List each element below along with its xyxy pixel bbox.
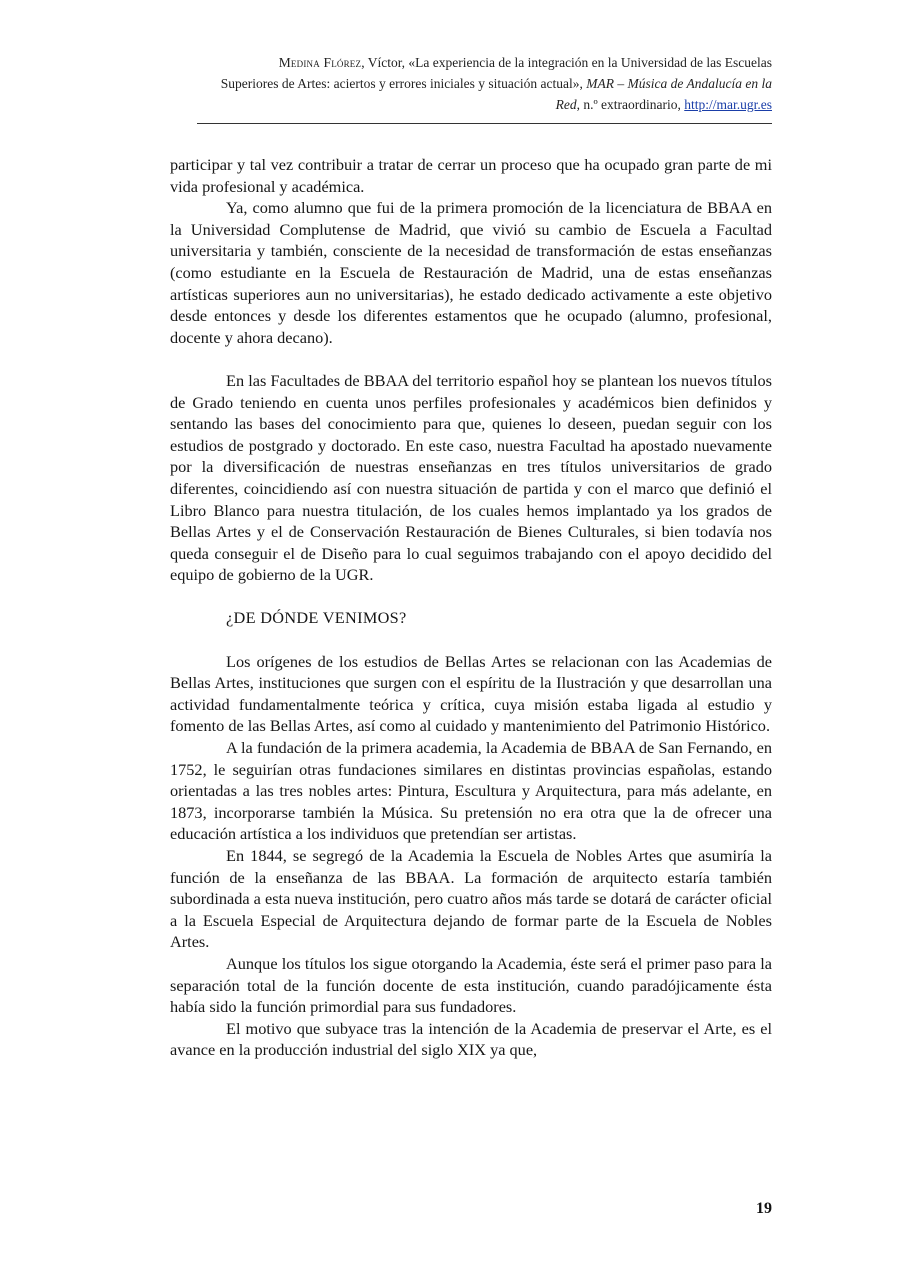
header-divider xyxy=(197,123,772,124)
paragraph-spacer xyxy=(170,629,772,651)
paragraph-2: Ya, como alumno que fui de la primera promoción de la licenciatura de BBAA en la Universidad Complutense de Madrid, que vivió su cambio de Escuela a Facultad universitaria y también, consciente de la necesidad de transformación de estas enseñanzas (como estudiante en la Escuela de Restauración de Madrid, una de estas enseñanzas artísticas superiores aun no universitarias), he estado dedicado activamente a este objetivo desde entonces y desde los diferentes estamentos que he ocupado (alumno, profesional, docente y ahora decano). xyxy=(170,198,772,347)
journal-title-end: Red xyxy=(555,97,577,112)
paragraph-spacer xyxy=(170,348,772,370)
citation-title-part-1: , Víctor, «La experiencia de la integración en la Universidad de las Escuelas xyxy=(361,55,772,70)
citation-line-3 xyxy=(170,94,772,115)
paragraph-5: A la fundación de la primera academia, la Academia de BBAA de San Fernando, en 1752, le seguirían otras fundaciones similares en distintas provincias españolas, estando orientadas a las tres nobles artes: Pintura, Escultura y Arquitectura, para más adelante, en 1873, incorporarse también la Música. Su pretensión no era otra que la de ofrecer una educación artística a los individuos que pretendían ser artistas. xyxy=(170,738,772,844)
citation-line-2 xyxy=(170,73,772,94)
paragraph-spacer xyxy=(170,586,772,608)
paragraph-3: En las Facultades de BBAA del territorio español hoy se plantean los nuevos títulos de Grado teniendo en cuenta unos perfiles profesionales y académicos bien definidos y sentando las bases del conocimiento para que, quienes lo deseen, puedan seguir con los estudios de postgrado y doctorado. En este caso, nuestra Facultad ha apostado nuevamente por la diversificación de nuestras enseñanzas en tres títulos universitarios de grado diferentes, coincidiendo así con nuestra situación de partida y con el marco que definió el Libro Blanco para nuestra titulación, de los cuales hemos implantado ya los grados de Bellas Artes y el de Conservación Restauración de Bienes Culturales, si bien todavía nos queda conseguir el de Diseño para lo cual seguimos trabajando con el apoyo decidido del equipo de gobierno de la UGR. xyxy=(170,370,772,585)
body-text xyxy=(170,154,772,1061)
author-name: Medina Flórez xyxy=(278,55,362,70)
citation-header xyxy=(170,52,772,115)
citation-line-1 xyxy=(170,52,772,73)
citation-title-part-2: Superiores de Artes: aciertos y errores iniciales y situación actual», xyxy=(220,76,587,91)
paragraph-6: En 1844, se segregó de la Academia la Escuela de Nobles Artes que asumiría la función de la enseñanza de las BBAA. La formación de arquitecto estaría también subordinada a esta nueva institución, pero cuatro años más tarde se dotará de carácter oficial a la Escuela Especial de Arquitectura dejando de formar parte de la Escuela de Nobles Artes. xyxy=(170,846,772,952)
journal-title: MAR – Música de Andalucía en la xyxy=(586,76,772,91)
section-heading: ¿DE DÓNDE VENIMOS? xyxy=(226,608,407,628)
paragraph-8: El motivo que subyace tras la intención de la Academia de preservar el Arte, es el avance en la producción industrial del siglo XIX ya que, xyxy=(170,1018,772,1060)
page-number: 19 xyxy=(756,1200,772,1217)
issue-info: , n.º extraordinario, xyxy=(576,97,685,112)
paragraph-1: participar y tal vez contribuir a tratar de cerrar un proceso que ha ocupado gran parte de mi vida profesional y académica. xyxy=(170,155,772,196)
journal-url-link[interactable]: http://mar.ugr.es xyxy=(684,97,772,112)
paragraph-7: Aunque los títulos los sigue otorgando la Academia, éste será el primer paso para la separación total de la función docente de esta institución, cuando paradójicamente ésta había sido la función primordial para sus fundadores. xyxy=(170,953,772,1017)
paragraph-4: Los orígenes de los estudios de Bellas Artes se relacionan con las Academias de Bellas Artes, instituciones que surgen con el espíritu de la Ilustración y que desarrollan una actividad fundamentalmente teórica y crítica, cuya misión estaba ligada al estudio y fomento de las Bellas Artes, así como al cuidado y mantenimiento del Patrimonio Histórico. xyxy=(170,651,772,736)
